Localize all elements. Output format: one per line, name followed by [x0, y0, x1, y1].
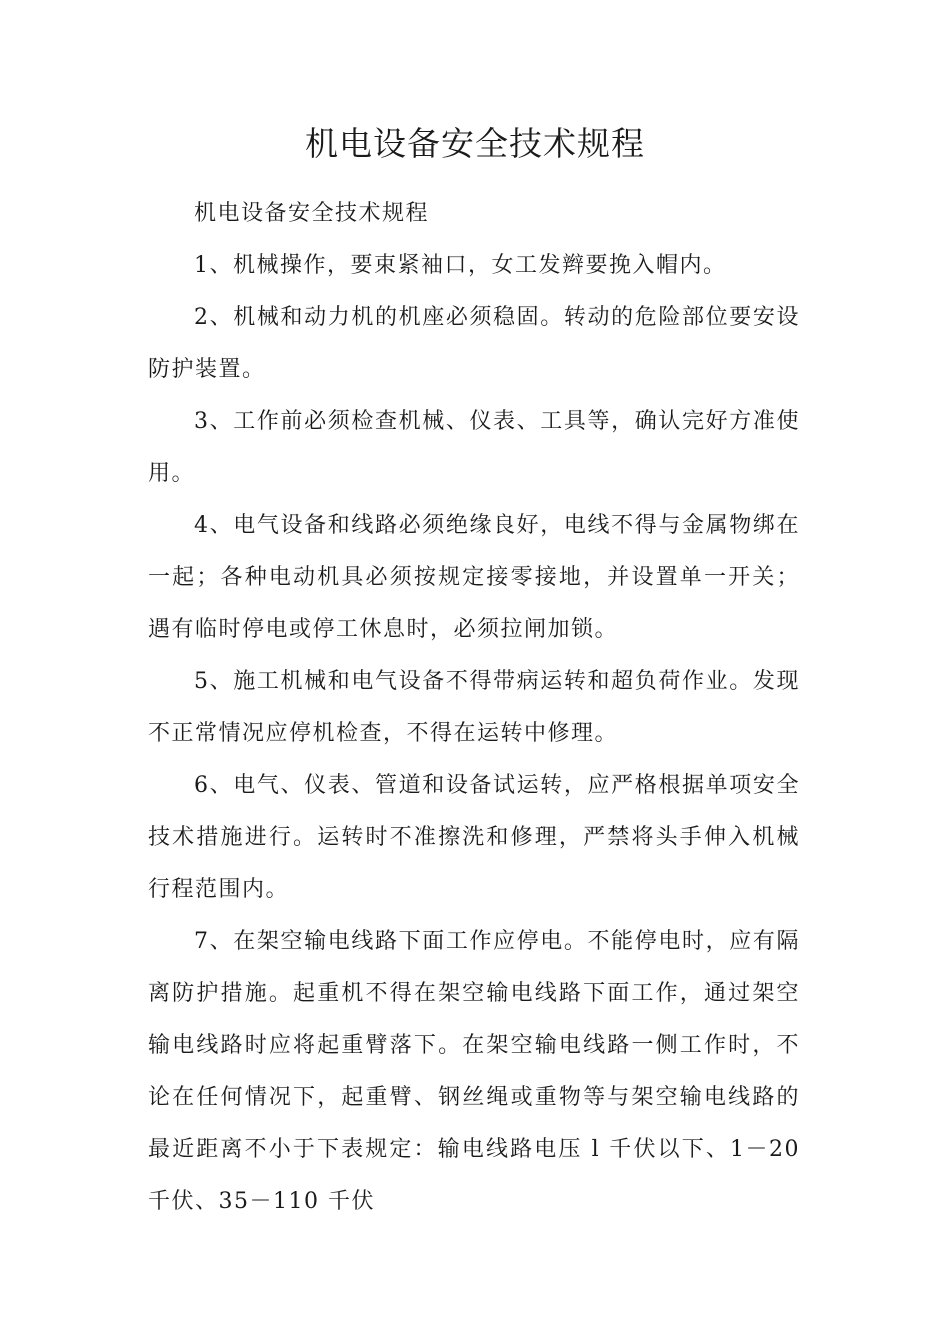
- paragraph-rule-4: 4、电气设备和线路必须绝缘良好，电线不得与金属物绑在一起；各种电动机具必须按规定接零接地，并设置单一开关；遇有临时停电或停工休息时，必须拉闸加锁。: [148, 513, 800, 642]
- paragraph-rule-2: 2、机械和动力机的机座必须稳固。转动的危险部位要安设防护装置。: [148, 305, 800, 382]
- paragraph-rule-3: 3、工作前必须检查机械、仪表、工具等，确认完好方准使用。: [148, 409, 800, 486]
- paragraph-rule-6: 6、电气、仪表、管道和设备试运转，应严格根据单项安全技术措施进行。运转时不准擦洗和修理，严禁将头手伸入机械行程范围内。: [148, 773, 800, 902]
- paragraph-rule-5: 5、施工机械和电气设备不得带病运转和超负荷作业。发现不正常情况应停机检查，不得在运转中修理。: [148, 669, 800, 746]
- paragraph-rule-7: 7、在架空输电线路下面工作应停电。不能停电时，应有隔离防护措施。起重机不得在架空输电线路下面工作，通过架空输电线路时应将起重臂落下。在架空输电线路一侧工作时，不论在任何情况下，起重臂、钢丝绳或重物等与架空输电线路的最近距离不小于下表规定：输电线路电压 l 千伏以下、1－20 千伏、35－110 千伏: [148, 929, 800, 1214]
- document-title: 机电设备安全技术规程: [305, 124, 645, 163]
- document-body: [148, 188, 800, 1228]
- paragraph-rule-1: 1、机械操作，要束紧袖口，女工发辫要挽入帽内。: [194, 253, 727, 278]
- paragraph-subtitle: 机电设备安全技术规程: [194, 201, 430, 226]
